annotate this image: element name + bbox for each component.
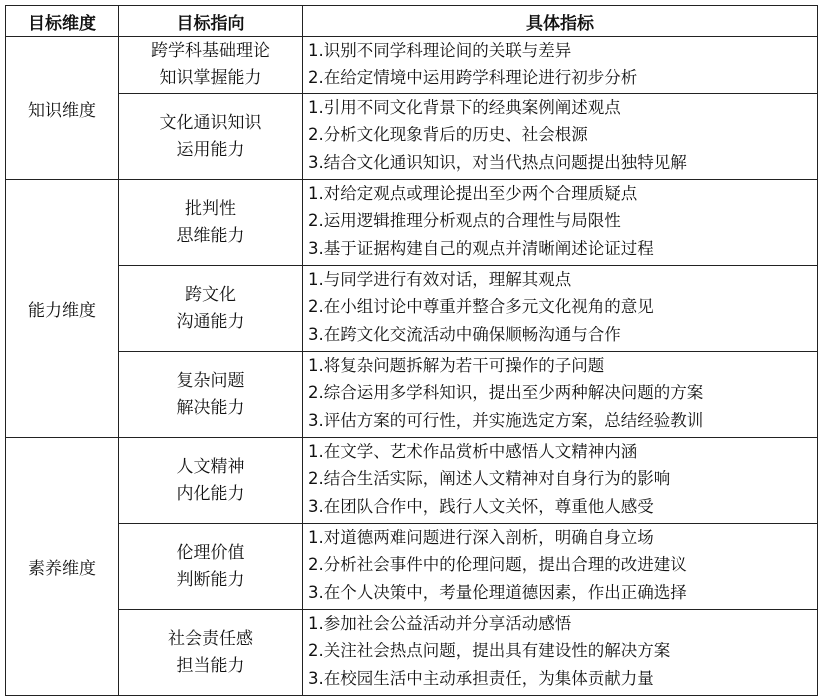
table-row <box>6 524 818 610</box>
detail-item: 2.结合生活实际，阐述人文精神对自身行为的影响 <box>308 469 671 489</box>
direction-line: 复杂问题 <box>176 370 245 391</box>
dimension-cell-knowledge: 知识维度 <box>6 37 119 180</box>
details-cell <box>303 610 818 696</box>
detail-item: 2.综合运用多学科知识，提出至少两种解决问题的方案 <box>308 383 704 403</box>
details-cell <box>303 352 818 438</box>
table-row <box>6 180 818 266</box>
direction-line: 判断能力 <box>176 569 245 590</box>
direction-cell <box>119 610 303 696</box>
direction-cell <box>119 94 303 180</box>
direction-line: 伦理价值 <box>176 542 245 563</box>
detail-item: 2.在小组讨论中尊重并整合多元文化视角的意见 <box>308 297 654 317</box>
dimension-cell-ability: 能力维度 <box>6 180 119 438</box>
direction-line: 担当能力 <box>176 655 245 676</box>
direction-cell <box>119 266 303 352</box>
detail-item: 1.对给定观点或理论提出至少两个合理质疑点 <box>308 184 638 203</box>
detail-item: 3.评估方案的可行性，并实施选定方案，总结经验教训 <box>308 410 704 430</box>
direction-line: 批判性 <box>185 198 236 219</box>
goal-indicator-table <box>5 5 818 696</box>
detail-item: 3.结合文化通识知识，对当代热点问题提出独特见解 <box>308 152 687 172</box>
detail-item: 2.运用逻辑推理分析观点的合理性与局限性 <box>308 211 621 231</box>
detail-item: 1.引用不同文化背景下的经典案例阐述观点 <box>308 98 621 117</box>
direction-line: 人文精神 <box>176 456 245 477</box>
table-row <box>6 266 818 352</box>
direction-line: 跨文化 <box>185 284 236 305</box>
detail-item: 1.参加社会公益活动并分享活动感悟 <box>308 614 572 633</box>
header-direction: 目标指向 <box>119 6 303 37</box>
direction-line: 思维能力 <box>176 225 245 246</box>
direction-line: 解决能力 <box>176 397 245 418</box>
table-row <box>6 352 818 438</box>
detail-item: 2.分析文化现象背后的历史、社会根源 <box>308 125 588 145</box>
direction-line: 知识掌握能力 <box>159 68 262 88</box>
detail-item: 1.将复杂问题拆解为若干可操作的子问题 <box>308 356 605 375</box>
detail-item: 1.与同学进行有效对话，理解其观点 <box>308 270 572 289</box>
table-row <box>6 438 818 524</box>
direction-line: 沟通能力 <box>176 311 245 332</box>
detail-item: 3.基于证据构建自己的观点并清晰阐述论证过程 <box>308 238 654 258</box>
direction-line: 社会责任感 <box>168 628 253 649</box>
details-cell <box>303 94 818 180</box>
details-cell <box>303 524 818 610</box>
detail-item: 3.在个人决策中，考量伦理道德因素，作出正确选择 <box>308 582 687 602</box>
detail-item: 3.在跨文化交流活动中确保顺畅沟通与合作 <box>308 324 621 344</box>
direction-cell <box>119 37 303 94</box>
direction-line: 运用能力 <box>176 139 245 160</box>
detail-item: 1.对道德两难问题进行深入剖析，明确自身立场 <box>308 528 654 547</box>
detail-item: 1.在文学、艺术作品赏析中感悟人文精神内涵 <box>308 442 638 461</box>
direction-cell <box>119 524 303 610</box>
detail-item: 2.关注社会热点问题，提出具有建设性的解决方案 <box>308 641 671 661</box>
direction-line: 内化能力 <box>176 483 245 504</box>
direction-line: 文化通识知识 <box>159 112 262 133</box>
detail-item: 1.识别不同学科理论间的关联与差异 <box>308 41 572 60</box>
details-cell <box>303 438 818 524</box>
detail-item: 3.在团队合作中，践行人文关怀，尊重他人感受 <box>308 496 654 516</box>
detail-item: 3.在校园生活中主动承担责任，为集体贡献力量 <box>308 668 654 688</box>
table-row <box>6 94 818 180</box>
details-cell <box>303 266 818 352</box>
detail-item: 2.在给定情境中运用跨学科理论进行初步分析 <box>308 68 638 88</box>
table-row <box>6 37 818 94</box>
details-cell <box>303 180 818 266</box>
header-dimension: 目标维度 <box>6 6 119 37</box>
direction-cell <box>119 180 303 266</box>
table-row <box>6 610 818 696</box>
dimension-cell-literacy: 素养维度 <box>6 438 119 696</box>
header-row <box>6 6 818 37</box>
direction-cell <box>119 352 303 438</box>
direction-cell <box>119 438 303 524</box>
details-cell <box>303 37 818 94</box>
detail-item: 2.分析社会事件中的伦理问题，提出合理的改进建议 <box>308 555 687 575</box>
direction-line: 跨学科基础理论 <box>151 41 270 61</box>
header-details: 具体指标 <box>303 6 818 37</box>
